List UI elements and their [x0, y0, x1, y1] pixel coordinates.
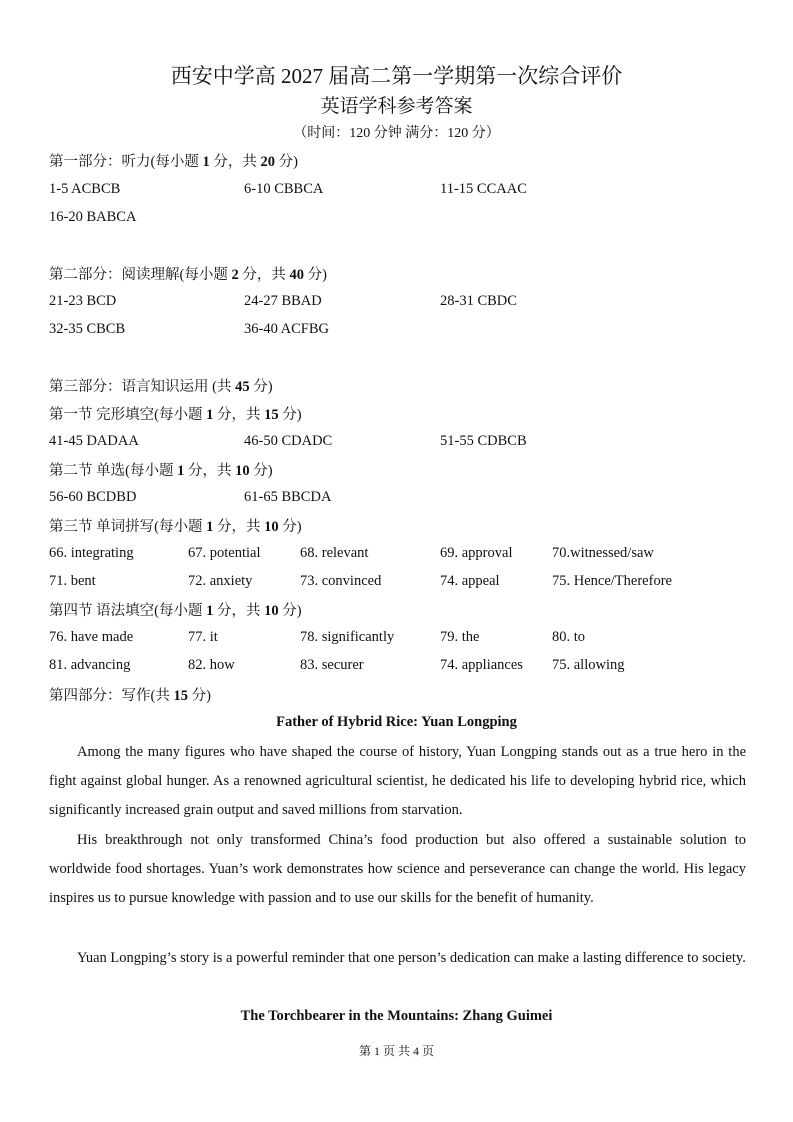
part3-sec3-heading: 第三节 单词拼写(每小题 1 分，共 10 分) [49, 519, 302, 535]
answer-group: 1-5 ACBCB [49, 181, 121, 197]
answer-group: 61-65 BBCDA [244, 489, 332, 505]
answer-item: 83. securer [300, 657, 364, 673]
answer-group: 32-35 CBCB [49, 321, 126, 337]
answer-item: 69. approval [440, 545, 513, 561]
answer-item: 76. have made [49, 629, 134, 645]
answer-item: 82. how [188, 657, 235, 673]
answer-item: 70.witnessed/saw [552, 545, 654, 561]
part3-sec1-heading: 第一节 完形填空(每小题 1 分，共 15 分) [49, 407, 302, 423]
answer-group: 6-10 CBBCA [244, 181, 324, 197]
answer-item: 68. relevant [300, 545, 369, 561]
answer-item: 72. anxiety [188, 573, 253, 589]
answer-item: 74. appliances [440, 657, 523, 673]
essay1-paragraph: His breakthrough not only transformed China’s food production but also offered a sustainable solution to worldwide food shortages. Yuan’s work demonstrates how science and perseverance can change the world. His legacy inspires us to pursue knowledge with passion and to use our skills for the benefit of humanity. [49, 832, 746, 907]
part4-heading: 第四部分：写作(共 15 分) [49, 688, 211, 704]
essay2-title: The Torchbearer in the Mountains: Zhang Guimei [240, 1008, 553, 1024]
page-number: 第 1 页 共 4 页 [358, 1044, 434, 1058]
page-subtitle: 英语学科参考答案 [320, 96, 473, 117]
answer-item: 75. Hence/Therefore [552, 573, 672, 589]
part3-sec2-heading: 第二节 单选(每小题 1 分，共 10 分) [49, 463, 273, 479]
answer-item: 81. advancing [49, 657, 131, 673]
part2-heading: 第二部分：阅读理解(每小题 2 分，共 40 分) [49, 267, 327, 283]
answer-group: 41-45 DADAA [49, 433, 139, 449]
answer-item: 80. to [552, 629, 586, 645]
answer-group: 24-27 BBAD [244, 293, 322, 309]
page-title: 西安中学高 2027 届高二第一学期第一次综合评价 [170, 64, 623, 88]
answer-item: 75. allowing [552, 657, 625, 673]
answer-group: 36-40 ACFBG [244, 321, 330, 337]
answer-group: 46-50 CDADC [244, 433, 333, 449]
answer-group: 28-31 CBDC [440, 293, 517, 309]
time-info: （时间：120 分钟 满分：120 分） [293, 126, 500, 141]
answer-group: 56-60 BCDBD [49, 489, 137, 505]
part3-heading: 第三部分：语言知识运用 (共 45 分) [49, 379, 273, 395]
answer-item: 78. significantly [300, 629, 395, 645]
answer-item: 74. appeal [440, 573, 500, 589]
answer-group: 21-23 BCD [49, 293, 117, 309]
answer-item: 71. bent [49, 573, 96, 589]
answer-item: 77. it [188, 629, 218, 645]
answer-group: 16-20 BABCA [49, 209, 137, 225]
answer-item: 66. integrating [49, 545, 134, 561]
part3-sec4-heading: 第四节 语法填空(每小题 1 分，共 10 分) [49, 603, 302, 619]
answer-item: 73. convinced [300, 573, 382, 589]
part1-heading: 第一部分：听力(每小题 1 分，共 20 分) [49, 154, 298, 170]
answer-group: 11-15 CCAAC [440, 181, 527, 197]
essay1-title: Father of Hybrid Rice: Yuan Longping [276, 714, 517, 730]
answer-item: 67. potential [188, 545, 261, 561]
answer-item: 79. the [440, 629, 480, 645]
essay1-paragraph: Yuan Longping’s story is a powerful reminder that one person’s dedication can make a lasting difference to society. [77, 950, 746, 966]
essay1-paragraph: Among the many figures who have shaped the course of history, Yuan Longping stands out as a true hero in the fight against global hunger. As a renowned agricultural scientist, he dedicated his life to developing hybrid rice, which significantly increased grain output and saved millions from starvation. [49, 744, 746, 819]
answer-group: 51-55 CDBCB [440, 433, 527, 449]
